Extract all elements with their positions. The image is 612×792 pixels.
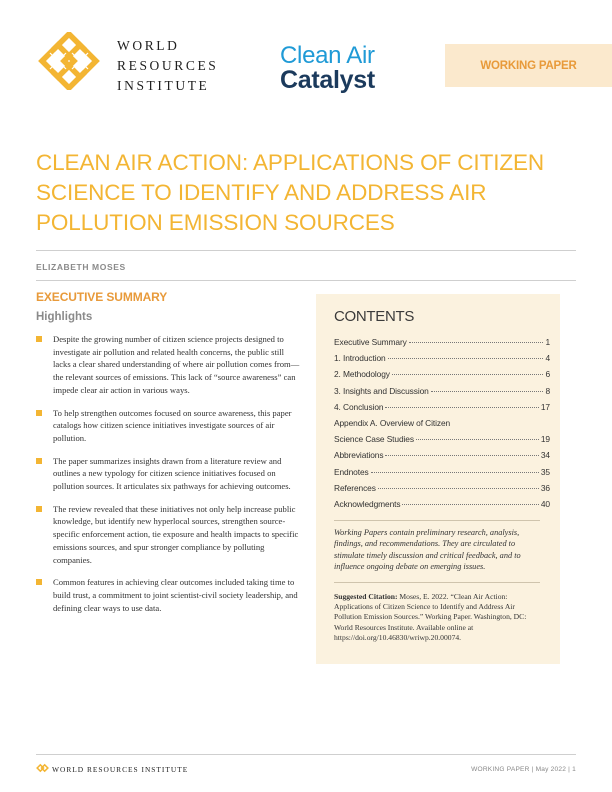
toc-page: 40 xyxy=(540,499,550,510)
highlight-text: The review revealed that these initiatives not only help increase public knowledge, but identify new hyperlocal sources, strengthen source-specific enforcement action, tie exposure and health impacts to specific emissions sources, and spur stronger compliance by polluting companies. xyxy=(53,503,299,565)
wordmark-line-1: WORLD xyxy=(117,38,180,53)
toc-label: 3. Insights and Discussion xyxy=(334,385,429,396)
wri-wordmark xyxy=(117,36,218,96)
document-title: CLEAN AIR ACTION: APPLICATIONS OF CITIZEN SCIENCE TO IDENTIFY AND ADDRESS AIR POLLUTION EMISSION SOURCES xyxy=(36,150,545,235)
toc-page: 17 xyxy=(540,401,550,412)
bullet-square-icon xyxy=(36,410,42,416)
toc-page: 36 xyxy=(540,482,550,493)
highlight-text: Common features in achieving clear outcomes included taking time to build trust, a commitment to joint scientist-civil society leadership, and defining clear ways to use data. xyxy=(53,577,298,613)
highlight-item xyxy=(36,576,302,614)
toc-item[interactable] xyxy=(334,399,550,415)
highlights-list xyxy=(36,333,302,624)
clean-air-catalyst-logo xyxy=(280,44,375,92)
toc-label: Executive Summary xyxy=(334,337,407,347)
footer-org-name: WORLD RESOURCES INSTITUTE xyxy=(52,765,189,774)
toc-page: 8 xyxy=(545,385,550,396)
toc-label: 2. Methodology xyxy=(334,369,390,380)
toc-page: 6 xyxy=(545,369,550,380)
toc-item[interactable] xyxy=(334,383,550,399)
wri-logo-icon xyxy=(36,32,102,90)
toc-page: 34 xyxy=(540,450,550,461)
partner-logo-line-2: Catalyst xyxy=(280,66,375,94)
toc-label: Appendix A. Overview of Citizen xyxy=(334,418,451,429)
wri-footer-logo-icon xyxy=(36,762,49,774)
toc-item[interactable] xyxy=(334,464,550,480)
toc-label: Science Case Studies xyxy=(334,434,414,445)
suggested-citation xyxy=(334,592,544,643)
highlight-text: The paper summarizes insights drawn from a literature review and outlines a new typology for citizen science initiatives focused on pollution sources. It articulates six pathways for achieving outcomes. xyxy=(53,455,291,492)
toc-item[interactable] xyxy=(334,366,550,382)
toc-item[interactable] xyxy=(334,431,550,447)
toc-leader xyxy=(378,488,539,489)
citation-label: Suggested Citation: xyxy=(334,592,398,601)
toc-leader xyxy=(371,472,539,473)
toc-label: 1. Introduction xyxy=(334,353,386,364)
toc-item[interactable] xyxy=(334,447,550,463)
citation-text: Moses, E. 2022. “Clean Air Action: Applications of Citizen Science to Identify and Address Air Pollution Emission Sources.” Working Paper. Washington, DC: World Resources Institute. Available online at https://doi.org/10.46830/wriwp.20.00074. xyxy=(334,592,527,642)
toc-label: References xyxy=(334,482,376,493)
toc-leader xyxy=(388,358,544,359)
toc-label: 4. Conclusion xyxy=(334,401,384,412)
author-name: ELIZABETH MOSES xyxy=(36,262,126,272)
bullet-square-icon xyxy=(36,579,42,585)
working-paper-note: Working Papers contain preliminary research, analysis, findings, and recommendations. They are circulated to stimulate timely discussion and critical feedback, and to influence ongoing debate on emerging issues. xyxy=(334,528,521,572)
doc-type-badge xyxy=(445,44,612,87)
highlights-heading: Highlights xyxy=(36,311,93,323)
doc-type-label: WORKING PAPER xyxy=(480,59,577,72)
toc-page: 35 xyxy=(540,466,550,477)
toc-leader xyxy=(431,391,544,392)
bullet-square-icon xyxy=(36,506,42,512)
toc-page: 4 xyxy=(545,353,550,364)
highlight-item xyxy=(36,503,302,567)
toc-leader xyxy=(385,407,538,408)
toc-label: Abbreviations xyxy=(334,450,384,461)
toc-label: Endnotes xyxy=(334,466,369,477)
toc-item[interactable] xyxy=(334,350,550,366)
divider xyxy=(334,582,540,583)
divider xyxy=(36,250,576,251)
toc-item[interactable] xyxy=(334,415,550,431)
footer-divider xyxy=(36,754,576,755)
toc-item[interactable] xyxy=(334,334,550,350)
toc-item[interactable] xyxy=(334,496,550,512)
highlight-item xyxy=(36,333,302,397)
executive-summary-heading: EXECUTIVE SUMMARY xyxy=(36,290,168,304)
toc-leader xyxy=(392,374,544,375)
highlight-item xyxy=(36,455,302,493)
toc-leader xyxy=(385,455,538,456)
toc-label: Acknowledgments xyxy=(334,499,401,510)
toc-item[interactable] xyxy=(334,480,550,496)
partner-logo-line-1: Clean Air xyxy=(280,42,375,69)
divider xyxy=(334,520,540,521)
toc-page: 1 xyxy=(545,337,550,347)
table-of-contents xyxy=(334,334,550,512)
contents-panel xyxy=(316,294,560,664)
highlight-item xyxy=(36,407,302,445)
toc-page: 19 xyxy=(540,434,550,445)
highlight-text: To help strengthen outcomes focused on source awareness, this paper catalogs how citizen science initiatives investigate sources of air pollution. xyxy=(53,407,292,443)
wordmark-line-2: RESOURCES xyxy=(117,58,219,73)
bullet-square-icon xyxy=(36,336,42,342)
divider xyxy=(36,280,576,281)
highlight-text: Despite the growing number of citizen science projects designed to investigate air pollution and related health concerns, the public still lacks a clear shared understanding of where air pollution comes from—the relevant sources of emissions. This lack of “source awareness” can impede clear air action in various ways. xyxy=(53,334,300,395)
toc-leader xyxy=(416,439,539,440)
toc-leader xyxy=(409,342,544,343)
toc-leader xyxy=(402,504,538,505)
bullet-square-icon xyxy=(36,458,42,464)
footer-page-info: WORKING PAPER | May 2022 | 1 xyxy=(471,766,576,773)
contents-heading: CONTENTS xyxy=(334,308,415,325)
wordmark-line-3: INSTITUTE xyxy=(117,78,210,93)
